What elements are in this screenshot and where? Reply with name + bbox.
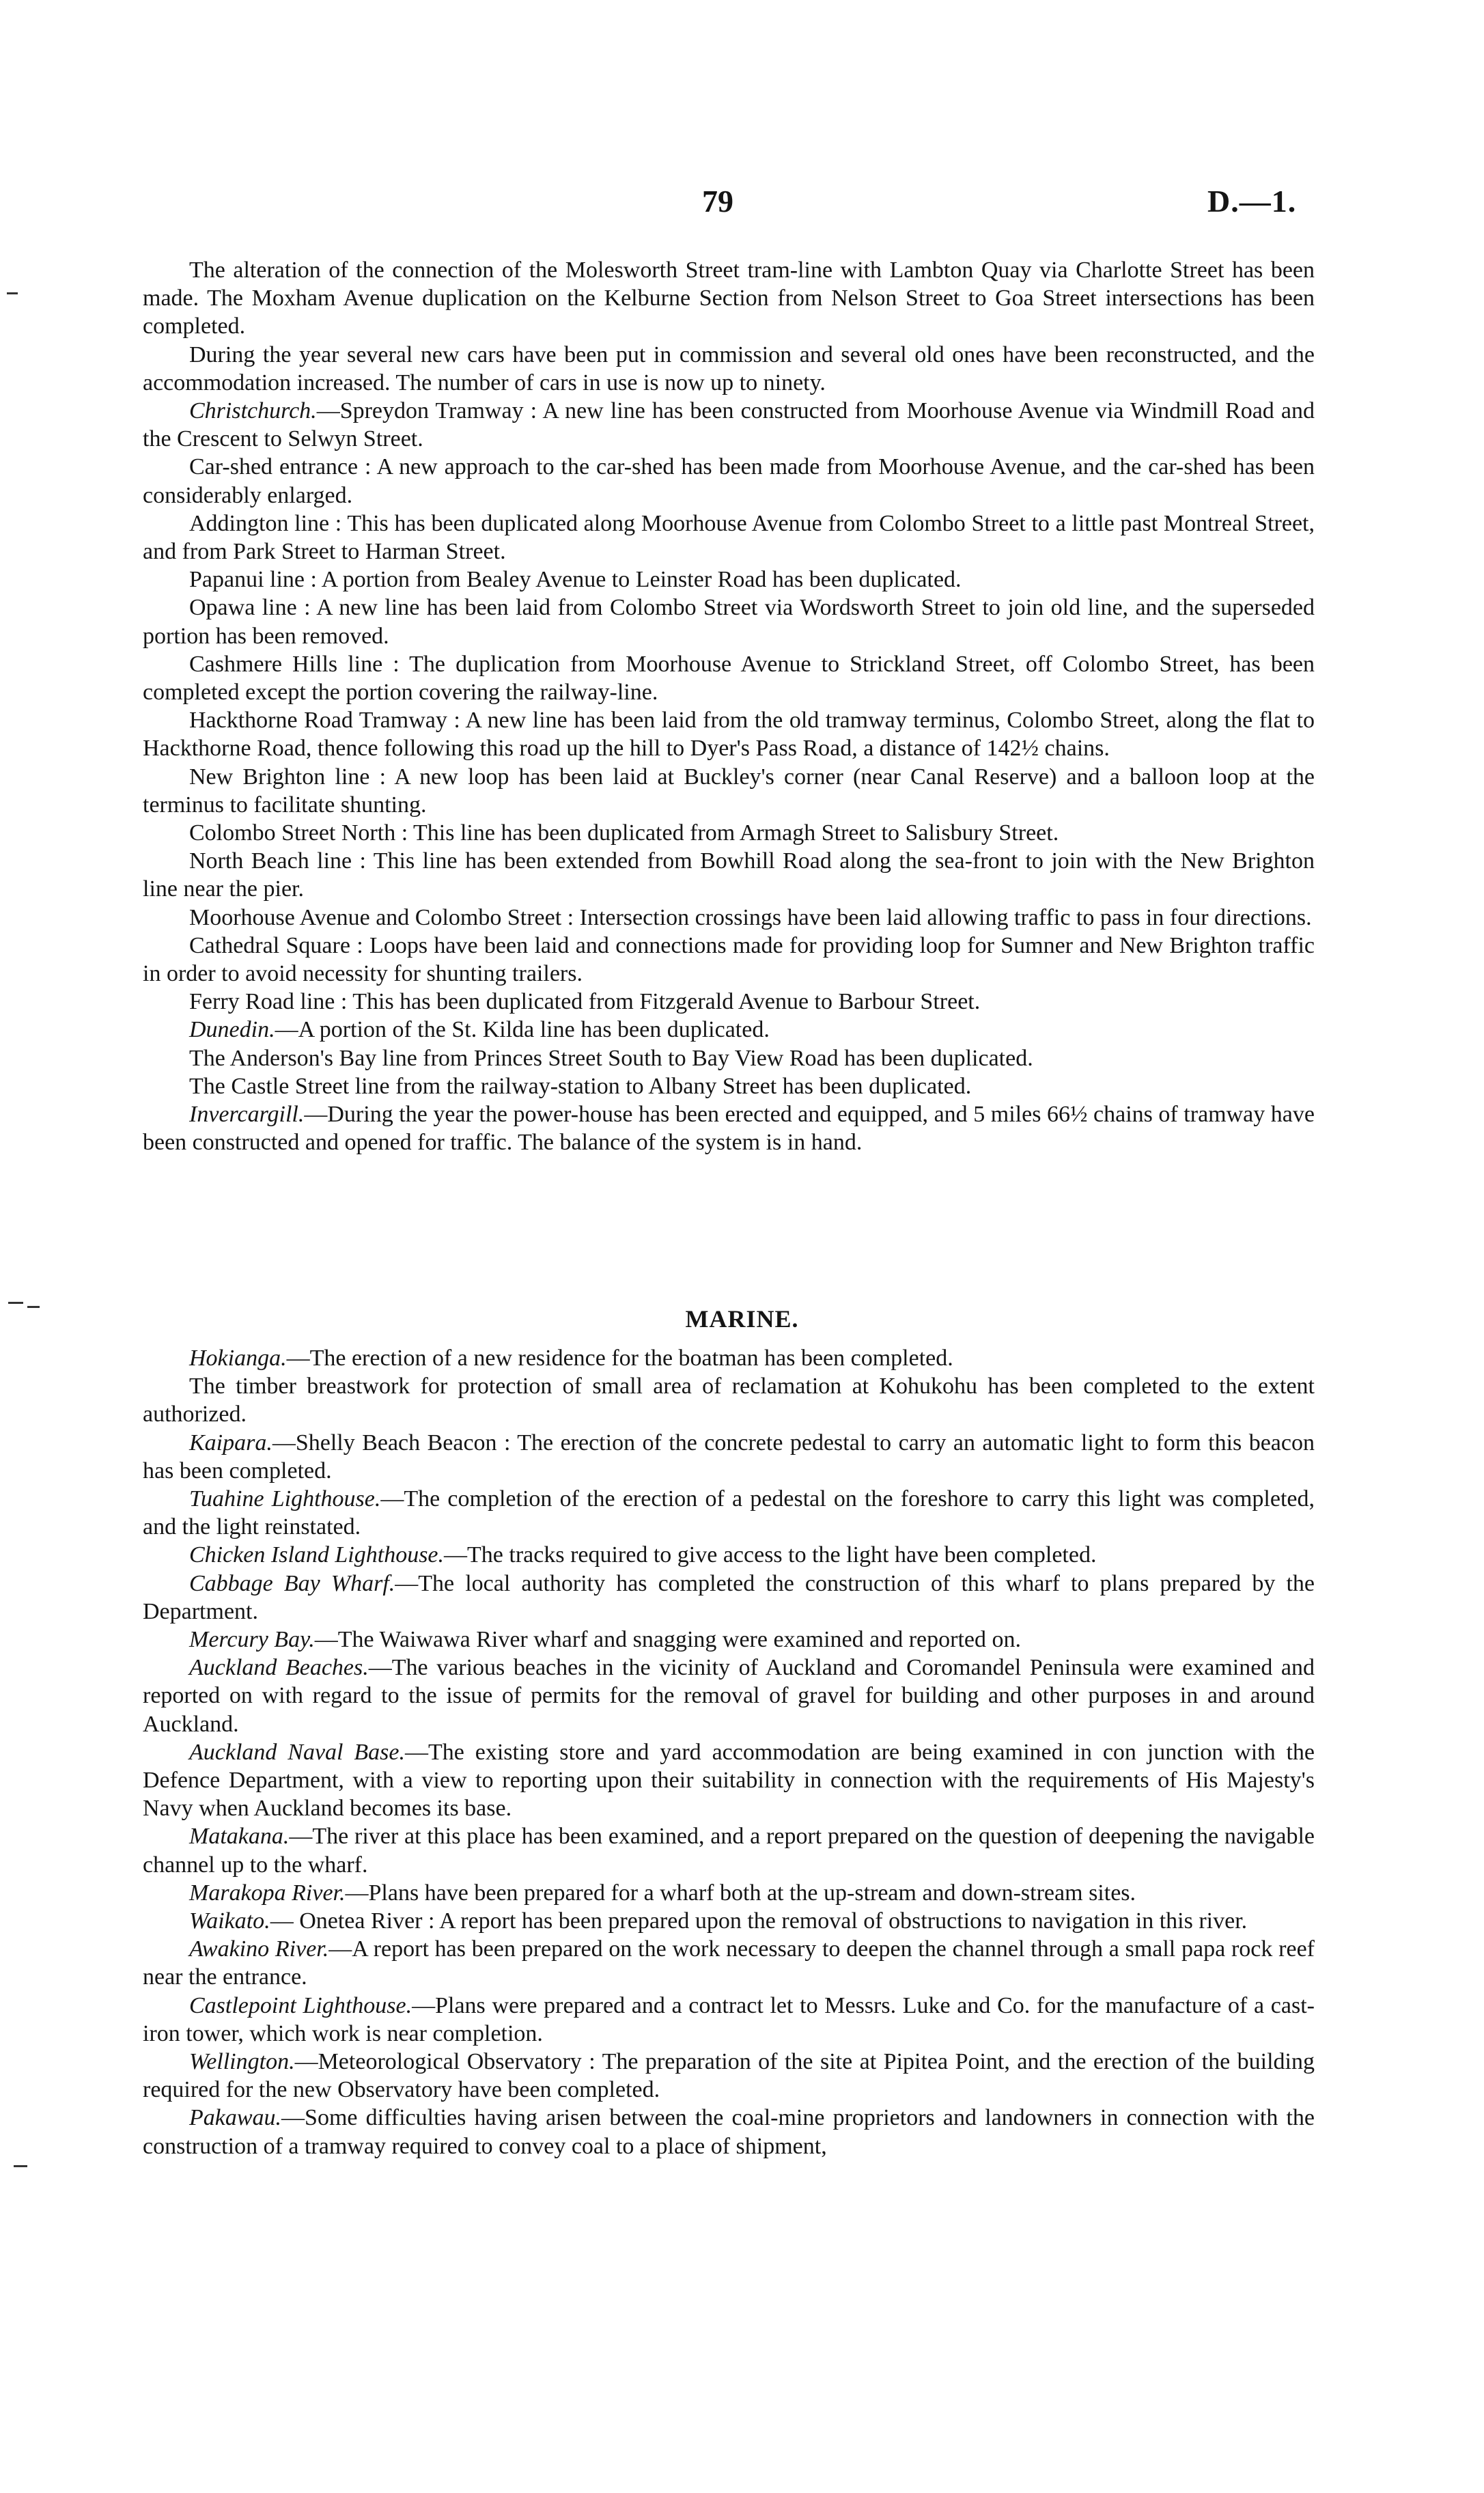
place-heading: Chicken Island Lighthouse. bbox=[189, 1542, 445, 1568]
paragraph: Marakopa River.—Plans have been prepared for a wharf both at the up-stream and down-stream sites. bbox=[189, 1880, 1136, 1906]
place-heading: Matakana. bbox=[189, 1824, 290, 1850]
document-reference: D.—1. bbox=[1207, 184, 1297, 219]
paragraph: Pakawau.—Some difficulties having arisen between the coal-mine proprietors and landowners in connection with the construction of a tramway required to convey coal to a place of shipment, bbox=[143, 2105, 1315, 2159]
place-heading: Mercury Bay. bbox=[189, 1627, 315, 1653]
paragraph: Awakino River.—A report has been prepared on the work necessary to deepen the channel through a small papa rock reef near the entrance. bbox=[143, 1936, 1315, 1990]
paragraph: Colombo Street North : This line has been duplicated from Armagh Street to Salisbury Street. bbox=[189, 820, 1059, 846]
place-heading: Marakopa River. bbox=[189, 1880, 346, 1906]
margin-mark bbox=[14, 2165, 27, 2167]
place-heading: Kaipara. bbox=[189, 1430, 272, 1456]
paragraph: Mercury Bay.—The Waiwawa River wharf and snagging were examined and reported on. bbox=[189, 1627, 1021, 1653]
paragraph: Hokianga.—The erection of a new residence for the boatman has been completed. bbox=[189, 1346, 953, 1371]
paragraph: Moorhouse Avenue and Colombo Street : Intersection crossings have been laid allowing traffic to pass in four directions. bbox=[189, 904, 1312, 930]
paragraph: Kaipara.—Shelly Beach Beacon : The erection of the concrete pedestal to carry an automatic light to form this beacon has been completed. bbox=[143, 1430, 1315, 1484]
place-heading: Christchurch. bbox=[189, 398, 317, 424]
paragraph: Matakana.—The river at this place has been examined, and a report prepared on the question of deepening the navigable channel up to the wharf. bbox=[143, 1824, 1315, 1878]
tramways-section bbox=[143, 256, 1315, 1157]
paragraph: The timber breastwork for protection of small area of reclamation at Kohukohu has been completed to the extent authorized. bbox=[143, 1374, 1315, 1427]
paragraph: During the year several new cars have been put in commission and several old ones have been reconstructed, and the accommodation increased. The number of cars in use is now up to ninety. bbox=[143, 342, 1315, 395]
paragraph: Dunedin.—A portion of the St. Kilda line has been duplicated. bbox=[189, 1017, 770, 1043]
paragraph: Castlepoint Lighthouse.—Plans were prepared and a contract let to Messrs. Luke and Co. for the manufacture of a cast-iron tower, which work is near completion. bbox=[143, 1992, 1315, 2046]
paragraph: Car-shed entrance : A new approach to the car-shed has been made from Moorhouse Avenue, and the car-shed has been considerably enlarged. bbox=[143, 454, 1315, 508]
paragraph: Christchurch.—Spreydon Tramway : A new line has been constructed from Moorhouse Avenue via Windmill Road and the Crescent to Selwyn Street. bbox=[143, 398, 1315, 452]
place-heading: Cabbage Bay Wharf. bbox=[189, 1570, 395, 1596]
paragraph: Invercargill.—During the year the power-house has been erected and equipped, and 5 miles 66½ chains of tramway have been constructed and opened for traffic. The balance of the system is in hand. bbox=[143, 1102, 1315, 1156]
place-heading: Wellington. bbox=[189, 2049, 295, 2075]
paragraph: The Anderson's Bay line from Princes Street South to Bay View Road has been duplicated. bbox=[189, 1045, 1033, 1071]
paragraph: Auckland Naval Base.—The existing store and yard accommodation are being examined in con junction with the Defence Department, with a view to reporting upon their suitability in connection with the requirements of His Majesty's Navy when Auckland becomes its base. bbox=[143, 1739, 1315, 1822]
place-heading: Auckland Naval Base. bbox=[189, 1739, 405, 1765]
place-heading: Waikato. bbox=[189, 1908, 270, 1934]
place-heading: Castlepoint Lighthouse. bbox=[189, 1992, 412, 2018]
paragraph: Ferry Road line : This has been duplicated from Fitzgerald Avenue to Barbour Street. bbox=[189, 989, 981, 1015]
place-heading: Pakawau. bbox=[189, 2105, 282, 2131]
paragraph: Opawa line : A new line has been laid from Colombo Street via Wordsworth Street to join old line, and the superseded portion has been removed. bbox=[143, 595, 1315, 649]
place-heading: Tuahine Lighthouse. bbox=[189, 1486, 381, 1512]
place-heading: Auckland Beaches. bbox=[189, 1655, 369, 1681]
place-heading: Invercargill. bbox=[189, 1102, 305, 1128]
paragraph: Chicken Island Lighthouse.—The tracks required to give access to the light have been completed. bbox=[189, 1542, 1097, 1568]
paragraph: Hackthorne Road Tramway : A new line has been laid from the old tramway terminus, Colombo Street, along the flat to Hackthorne Road, thence following this road up the hill to Dyer's Pass Road, a distance of 142½ chains. bbox=[143, 708, 1315, 762]
margin-mark bbox=[7, 292, 18, 294]
paragraph: Tuahine Lighthouse.—The completion of the erection of a pedestal on the foreshore to carry this light was completed, and the light reinstated. bbox=[143, 1486, 1315, 1540]
paragraph: Auckland Beaches.—The various beaches in the vicinity of Auckland and Coromandel Peninsula were examined and reported on with regard to the issue of permits for the removal of gravel for building and other purposes in and around Auckland. bbox=[143, 1655, 1315, 1737]
paragraph: The alteration of the connection of the Molesworth Street tram-line with Lambton Quay via Charlotte Street has been made. The Moxham Avenue duplication on the Kelburne Section from Nelson Street to Goa Street intersections has been completed. bbox=[143, 257, 1315, 339]
place-heading: Hokianga. bbox=[189, 1346, 287, 1371]
paragraph: Cashmere Hills line : The duplication from Moorhouse Avenue to Strickland Street, off Colombo Street, has been completed except the portion covering the railway-line. bbox=[143, 651, 1315, 706]
paragraph: Cathedral Square : Loops have been laid and connections made for providing loop for Sumner and New Brighton traffic in order to avoid necessity for shunting trailers. bbox=[143, 932, 1315, 987]
paragraph: Cabbage Bay Wharf.—The local authority has completed the construction of this wharf to plans prepared by the Department. bbox=[143, 1570, 1315, 1624]
paragraph: Addington line : This has been duplicated along Moorhouse Avenue from Colombo Street to a little past Montreal Street, and from Park Street to Harman Street. bbox=[143, 510, 1315, 565]
place-heading: Dunedin. bbox=[189, 1017, 275, 1043]
margin-mark bbox=[8, 1302, 23, 1304]
paragraph: Wellington.—Meteorological Observatory : The preparation of the site at Pipitea Point, and the erection of the building required for the new Observatory have been completed. bbox=[143, 2049, 1315, 2103]
paragraph: New Brighton line : A new loop has been laid at Buckley's corner (near Canal Reserve) and a balloon loop at the terminus to facilitate shunting. bbox=[143, 764, 1315, 818]
paragraph: Papanui line : A portion from Bealey Avenue to Leinster Road has been duplicated. bbox=[189, 567, 962, 593]
marine-heading: MARINE. bbox=[685, 1305, 799, 1333]
paragraph: North Beach line : This line has been extended from Bowhill Road along the sea-front to join with the New Brighton line near the pier. bbox=[143, 848, 1315, 902]
marine-section bbox=[143, 1344, 1315, 2160]
paragraph: The Castle Street line from the railway-station to Albany Street has been duplicated. bbox=[189, 1073, 972, 1099]
place-heading: Awakino River. bbox=[189, 1936, 329, 1962]
page-number: 79 bbox=[702, 184, 733, 219]
page-header bbox=[0, 183, 1484, 224]
paragraph: Waikato.— Onetea River : A report has been prepared upon the removal of obstructions to navigation in this river. bbox=[189, 1908, 1248, 1934]
